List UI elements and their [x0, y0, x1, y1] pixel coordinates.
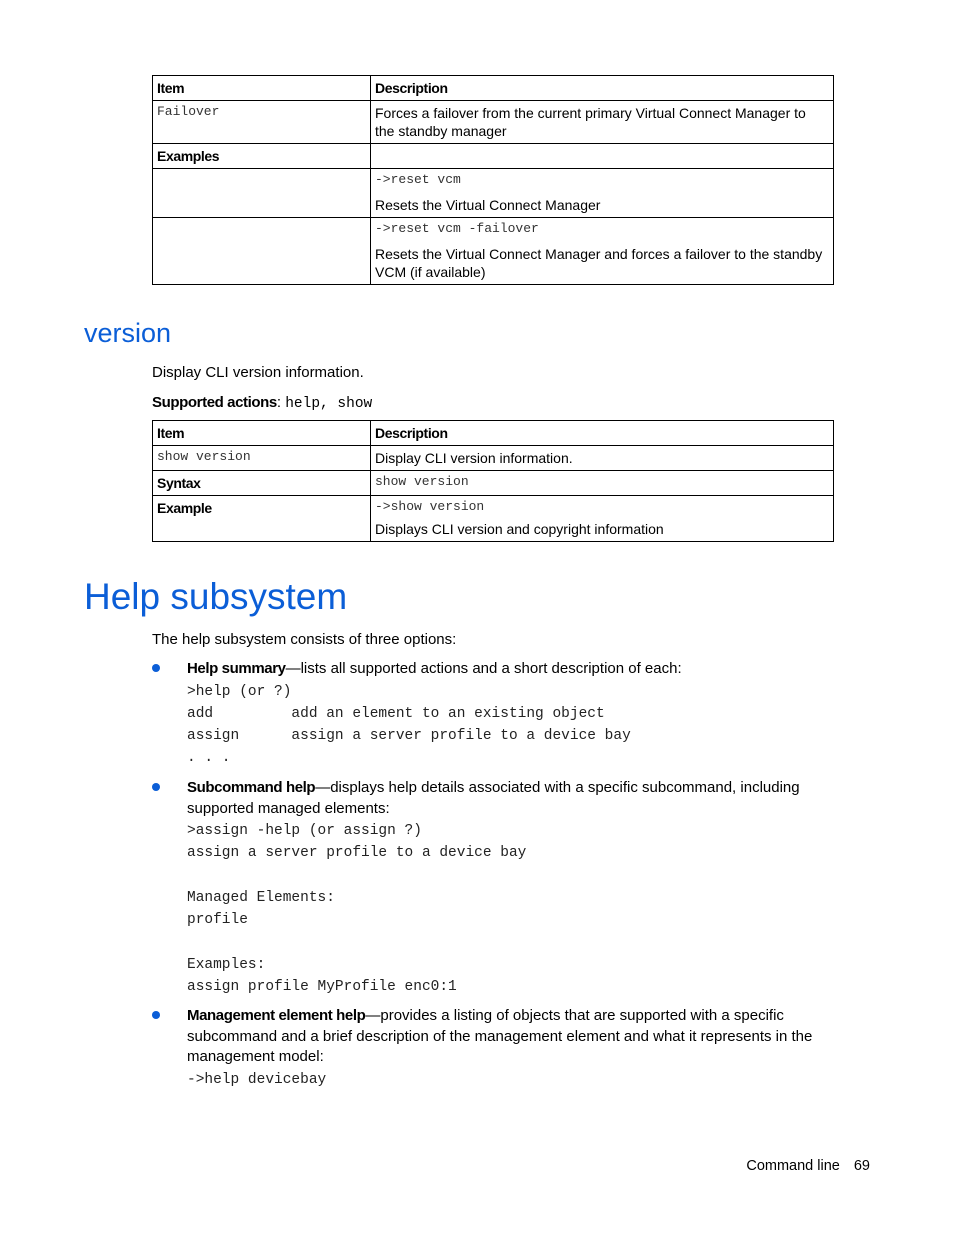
version-intro: Display CLI version information. [152, 364, 364, 381]
bullet-icon [152, 1011, 160, 1019]
table-header-row [153, 76, 834, 101]
code-line: add add an element to an existing object [187, 706, 605, 722]
version-heading: version [84, 318, 172, 348]
subcommand-help-text: Subcommand help—displays help details associated with a specific subcommand, including [187, 779, 800, 796]
help-summary-text: Help summary—lists all supported actions and a short description of each: [187, 660, 682, 677]
page-footer [746, 1158, 870, 1174]
management-help-text: Management element help—provides a listing of objects that are supported with a specific [187, 1007, 784, 1024]
code-line: assign a server profile to a device bay [187, 845, 527, 861]
table-row [153, 169, 834, 218]
code-line: assign assign a server profile to a device bay [187, 728, 631, 744]
subcommand-help-text-2: supported managed elements: [187, 800, 390, 817]
empty-cell [371, 144, 834, 169]
supported-actions [152, 392, 372, 415]
example-text: Resets the Virtual Connect Manager [375, 197, 601, 213]
version-table [152, 420, 834, 542]
help-intro: The help subsystem consists of three options: [152, 631, 457, 648]
table-row [153, 496, 834, 542]
item-failover: Failover [153, 101, 371, 144]
footer-section: Command line [746, 1158, 840, 1174]
header-item: Item [153, 76, 371, 101]
bullet-icon [152, 783, 160, 791]
help-subsystem-heading: Help subsystem [84, 576, 348, 617]
empty-cell [153, 169, 371, 218]
code-line: >assign -help (or assign ?) [187, 823, 422, 839]
examples-label: Examples [153, 144, 371, 169]
example-cell [371, 169, 834, 218]
table-row [153, 101, 834, 144]
code-line: assign profile MyProfile enc0:1 [187, 979, 457, 995]
management-help-text-3: management model: [187, 1048, 324, 1065]
bullet-icon [152, 664, 160, 672]
example-cell [371, 218, 834, 285]
syntax-value: show version [371, 471, 834, 496]
empty-cell [153, 218, 371, 285]
description-show-version: Display CLI version information. [371, 446, 834, 471]
code-line: profile [187, 912, 248, 928]
management-help-label: Management element help [187, 1007, 366, 1024]
supported-actions-label: Supported actions [152, 394, 277, 411]
code-line: . . . [187, 750, 231, 766]
table-row [153, 446, 834, 471]
page-number: 69 [853, 1158, 870, 1174]
supported-actions-sep: : [276, 394, 286, 411]
supported-actions-values: help, show [285, 396, 373, 412]
header-description: Description [371, 76, 834, 101]
example-text: Displays CLI version and copyright information [375, 521, 664, 537]
code-line: Examples: [187, 957, 266, 973]
table-row [153, 218, 834, 285]
example-command: ->show version [375, 499, 485, 514]
example-cell [371, 496, 834, 542]
item-show-version: show version [153, 446, 371, 471]
header-item: Item [153, 421, 371, 446]
code-line: Managed Elements: [187, 890, 335, 906]
table-row [153, 144, 834, 169]
example-command: ->reset vcm -failover [375, 221, 539, 236]
example-command: ->reset vcm [375, 172, 461, 187]
description-failover: Forces a failover from the current primary Virtual Connect Manager to the standby manager [371, 101, 834, 144]
header-description: Description [371, 421, 834, 446]
management-help-text-2: subcommand and a brief description of the management element and what it represents in the [187, 1028, 813, 1045]
subcommand-help-label: Subcommand help [187, 779, 316, 796]
code-line: >help (or ?) [187, 684, 292, 700]
reset-table [152, 75, 834, 285]
table-header-row [153, 421, 834, 446]
table-row [153, 471, 834, 496]
example-text: Resets the Virtual Connect Manager and forces a failover to the standby VCM (if available) [375, 246, 823, 280]
example-label: Example [153, 496, 371, 542]
syntax-label: Syntax [153, 471, 371, 496]
code-line: ->help devicebay [187, 1072, 327, 1088]
help-summary-label: Help summary [187, 660, 286, 677]
